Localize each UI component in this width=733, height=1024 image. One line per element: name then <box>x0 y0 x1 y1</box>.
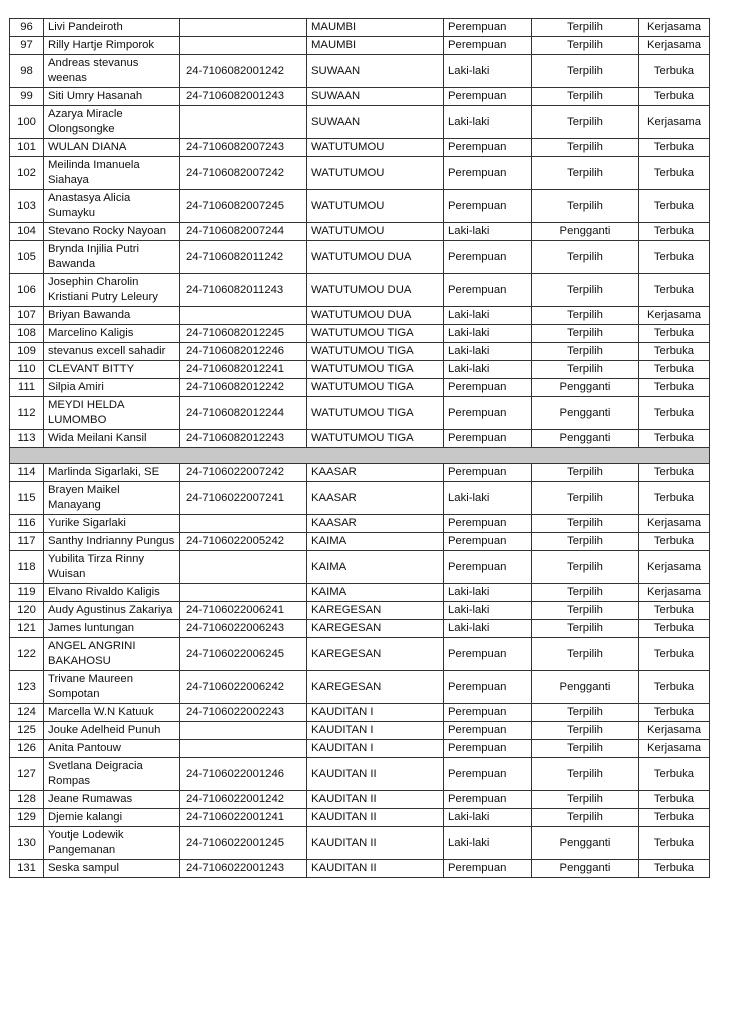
table-body <box>10 19 710 878</box>
id-number-cell <box>180 722 307 740</box>
id-number-cell: 24-7106082007242 <box>180 157 307 190</box>
status-cell: Terpilih <box>532 190 639 223</box>
status-cell: Terpilih <box>532 55 639 88</box>
category-cell: Terbuka <box>639 139 710 157</box>
village-cell: WATUTUMOU DUA <box>307 241 444 274</box>
gender-cell: Perempuan <box>444 241 532 274</box>
id-number-cell: 24-7106082012243 <box>180 430 307 448</box>
table-row <box>10 860 710 878</box>
name-cell: Brynda Injilia Putri Bawanda <box>44 241 180 274</box>
gender-cell: Perempuan <box>444 515 532 533</box>
row-number: 120 <box>10 602 44 620</box>
status-cell: Terpilih <box>532 791 639 809</box>
table-row <box>10 584 710 602</box>
name-cell: James luntungan <box>44 620 180 638</box>
status-cell: Pengganti <box>532 397 639 430</box>
category-cell: Terbuka <box>639 397 710 430</box>
row-number: 122 <box>10 638 44 671</box>
category-cell: Terbuka <box>639 343 710 361</box>
row-number: 103 <box>10 190 44 223</box>
table-row <box>10 88 710 106</box>
name-cell: stevanus excell sahadir <box>44 343 180 361</box>
table-row <box>10 343 710 361</box>
row-number: 108 <box>10 325 44 343</box>
table-row <box>10 758 710 791</box>
name-cell: ANGEL ANGRINI BAKAHOSU <box>44 638 180 671</box>
category-cell: Kerjasama <box>639 19 710 37</box>
gender-cell: Laki-laki <box>444 827 532 860</box>
row-number: 127 <box>10 758 44 791</box>
gender-cell: Laki-laki <box>444 343 532 361</box>
status-cell: Terpilih <box>532 361 639 379</box>
category-cell: Kerjasama <box>639 722 710 740</box>
row-number: 99 <box>10 88 44 106</box>
table-row <box>10 740 710 758</box>
village-cell: KAREGESAN <box>307 620 444 638</box>
gender-cell: Perempuan <box>444 379 532 397</box>
row-number: 118 <box>10 551 44 584</box>
id-number-cell <box>180 19 307 37</box>
category-cell: Terbuka <box>639 379 710 397</box>
status-cell: Terpilih <box>532 37 639 55</box>
category-cell: Kerjasama <box>639 37 710 55</box>
row-number: 131 <box>10 860 44 878</box>
status-cell: Terpilih <box>532 325 639 343</box>
category-cell: Terbuka <box>639 241 710 274</box>
category-cell: Terbuka <box>639 223 710 241</box>
gender-cell: Perempuan <box>444 638 532 671</box>
row-number: 97 <box>10 37 44 55</box>
gender-cell: Perempuan <box>444 19 532 37</box>
village-cell: KAASAR <box>307 464 444 482</box>
row-number: 129 <box>10 809 44 827</box>
status-cell: Pengganti <box>532 827 639 860</box>
id-number-cell <box>180 740 307 758</box>
village-cell: KAUDITAN II <box>307 758 444 791</box>
table-row <box>10 274 710 307</box>
gender-cell: Laki-laki <box>444 809 532 827</box>
village-cell: WATUTUMOU TIGA <box>307 361 444 379</box>
status-cell: Terpilih <box>532 274 639 307</box>
status-cell: Terpilih <box>532 307 639 325</box>
category-cell: Kerjasama <box>639 307 710 325</box>
id-number-cell: 24-7106082007244 <box>180 223 307 241</box>
status-cell: Terpilih <box>532 584 639 602</box>
gender-cell: Perempuan <box>444 139 532 157</box>
table-row <box>10 722 710 740</box>
row-number: 114 <box>10 464 44 482</box>
table-row <box>10 397 710 430</box>
gender-cell: Laki-laki <box>444 307 532 325</box>
village-cell: KAREGESAN <box>307 602 444 620</box>
id-number-cell <box>180 515 307 533</box>
status-cell: Pengganti <box>532 223 639 241</box>
name-cell: Rilly Hartje Rimporok <box>44 37 180 55</box>
status-cell: Terpilih <box>532 343 639 361</box>
row-number: 106 <box>10 274 44 307</box>
village-cell: KAUDITAN II <box>307 860 444 878</box>
category-cell: Terbuka <box>639 827 710 860</box>
id-number-cell: 24-7106022006242 <box>180 671 307 704</box>
id-number-cell: 24-7106082012244 <box>180 397 307 430</box>
category-cell: Kerjasama <box>639 740 710 758</box>
village-cell: MAUMBI <box>307 19 444 37</box>
status-cell: Terpilih <box>532 602 639 620</box>
row-number: 109 <box>10 343 44 361</box>
id-number-cell: 24-7106082011242 <box>180 241 307 274</box>
name-cell: Anastasya Alicia Sumayku <box>44 190 180 223</box>
id-number-cell: 24-7106022001241 <box>180 809 307 827</box>
name-cell: Trivane Maureen Sompotan <box>44 671 180 704</box>
id-number-cell: 24-7106082001243 <box>180 88 307 106</box>
id-number-cell: 24-7106082001242 <box>180 55 307 88</box>
category-cell: Terbuka <box>639 430 710 448</box>
row-number: 126 <box>10 740 44 758</box>
table-row <box>10 307 710 325</box>
village-cell: SUWAAN <box>307 88 444 106</box>
category-cell: Terbuka <box>639 361 710 379</box>
name-cell: Santhy Indrianny Pungus <box>44 533 180 551</box>
id-number-cell: 24-7106022006243 <box>180 620 307 638</box>
gender-cell: Perempuan <box>444 740 532 758</box>
id-number-cell: 24-7106022002243 <box>180 704 307 722</box>
id-number-cell: 24-7106082012246 <box>180 343 307 361</box>
village-cell: WATUTUMOU TIGA <box>307 325 444 343</box>
id-number-cell <box>180 37 307 55</box>
gender-cell: Perempuan <box>444 397 532 430</box>
category-cell: Terbuka <box>639 758 710 791</box>
gender-cell: Perempuan <box>444 791 532 809</box>
category-cell: Terbuka <box>639 671 710 704</box>
gender-cell: Perempuan <box>444 274 532 307</box>
status-cell: Terpilih <box>532 740 639 758</box>
id-number-cell: 24-7106022005242 <box>180 533 307 551</box>
village-cell: WATUTUMOU TIGA <box>307 430 444 448</box>
status-cell: Terpilih <box>532 758 639 791</box>
row-number: 116 <box>10 515 44 533</box>
row-number: 112 <box>10 397 44 430</box>
table-row <box>10 482 710 515</box>
id-number-cell: 24-7106082011243 <box>180 274 307 307</box>
row-number: 125 <box>10 722 44 740</box>
table-row <box>10 638 710 671</box>
category-cell: Terbuka <box>639 620 710 638</box>
gender-cell: Perempuan <box>444 671 532 704</box>
row-number: 130 <box>10 827 44 860</box>
name-cell: Silpia Amiri <box>44 379 180 397</box>
name-cell: Azarya Miracle Olongsongke <box>44 106 180 139</box>
table-row <box>10 464 710 482</box>
village-cell: WATUTUMOU TIGA <box>307 343 444 361</box>
row-number: 113 <box>10 430 44 448</box>
gender-cell: Perempuan <box>444 551 532 584</box>
status-cell: Terpilih <box>532 704 639 722</box>
id-number-cell: 24-7106022006241 <box>180 602 307 620</box>
table-row <box>10 55 710 88</box>
category-cell: Terbuka <box>639 325 710 343</box>
row-number: 98 <box>10 55 44 88</box>
table-row <box>10 157 710 190</box>
gender-cell: Laki-laki <box>444 482 532 515</box>
category-cell: Terbuka <box>639 157 710 190</box>
name-cell: Yubilita Tirza Rinny Wuisan <box>44 551 180 584</box>
name-cell: Josephin Charolin Kristiani Putry Leleury <box>44 274 180 307</box>
id-number-cell: 24-7106082012245 <box>180 325 307 343</box>
village-cell: SUWAAN <box>307 55 444 88</box>
row-number: 107 <box>10 307 44 325</box>
row-number: 119 <box>10 584 44 602</box>
name-cell: Audy Agustinus Zakariya <box>44 602 180 620</box>
row-number: 128 <box>10 791 44 809</box>
name-cell: Youtje Lodewik Pangemanan <box>44 827 180 860</box>
gender-cell: Laki-laki <box>444 223 532 241</box>
category-cell: Terbuka <box>639 809 710 827</box>
gender-cell: Laki-laki <box>444 602 532 620</box>
id-number-cell: 24-7106082012242 <box>180 379 307 397</box>
gender-cell: Perempuan <box>444 860 532 878</box>
id-number-cell <box>180 106 307 139</box>
name-cell: Marcella W.N Katuuk <box>44 704 180 722</box>
name-cell: Seska sampul <box>44 860 180 878</box>
table-row <box>10 551 710 584</box>
gender-cell: Laki-laki <box>444 325 532 343</box>
name-cell: MEYDI HELDA LUMOMBO <box>44 397 180 430</box>
category-cell: Terbuka <box>639 704 710 722</box>
section-divider <box>10 448 710 464</box>
row-number: 111 <box>10 379 44 397</box>
gender-cell: Laki-laki <box>444 361 532 379</box>
table-row <box>10 325 710 343</box>
row-number: 100 <box>10 106 44 139</box>
row-number: 123 <box>10 671 44 704</box>
name-cell: Jeane Rumawas <box>44 791 180 809</box>
name-cell: CLEVANT BITTY <box>44 361 180 379</box>
name-cell: Jouke Adelheid Punuh <box>44 722 180 740</box>
status-cell: Pengganti <box>532 430 639 448</box>
status-cell: Terpilih <box>532 620 639 638</box>
status-cell: Terpilih <box>532 533 639 551</box>
status-cell: Pengganti <box>532 671 639 704</box>
name-cell: Yurike Sigarlaki <box>44 515 180 533</box>
gender-cell: Laki-laki <box>444 620 532 638</box>
village-cell: WATUTUMOU <box>307 190 444 223</box>
table-row <box>10 37 710 55</box>
table-row <box>10 533 710 551</box>
table-row <box>10 827 710 860</box>
row-number: 110 <box>10 361 44 379</box>
gender-cell: Laki-laki <box>444 584 532 602</box>
status-cell: Terpilih <box>532 515 639 533</box>
status-cell: Terpilih <box>532 809 639 827</box>
village-cell: SUWAAN <box>307 106 444 139</box>
status-cell: Terpilih <box>532 551 639 584</box>
status-cell: Terpilih <box>532 722 639 740</box>
name-cell: Anita Pantouw <box>44 740 180 758</box>
status-cell: Terpilih <box>532 482 639 515</box>
table-row <box>10 106 710 139</box>
section-divider-cell <box>10 448 710 464</box>
village-cell: KAIMA <box>307 584 444 602</box>
village-cell: WATUTUMOU DUA <box>307 307 444 325</box>
village-cell: KAASAR <box>307 515 444 533</box>
name-cell: Elvano Rivaldo Kaligis <box>44 584 180 602</box>
table-row <box>10 430 710 448</box>
row-number: 124 <box>10 704 44 722</box>
name-cell: Stevano Rocky Nayoan <box>44 223 180 241</box>
village-cell: WATUTUMOU TIGA <box>307 379 444 397</box>
category-cell: Terbuka <box>639 860 710 878</box>
id-number-cell <box>180 584 307 602</box>
status-cell: Terpilih <box>532 157 639 190</box>
category-cell: Kerjasama <box>639 106 710 139</box>
name-cell: WULAN DIANA <box>44 139 180 157</box>
gender-cell: Perempuan <box>444 37 532 55</box>
category-cell: Terbuka <box>639 274 710 307</box>
gender-cell: Perempuan <box>444 190 532 223</box>
id-number-cell: 24-7106022001243 <box>180 860 307 878</box>
status-cell: Terpilih <box>532 19 639 37</box>
category-cell: Terbuka <box>639 791 710 809</box>
status-cell: Pengganti <box>532 860 639 878</box>
name-cell: Siti Umry Hasanah <box>44 88 180 106</box>
table-row <box>10 809 710 827</box>
gender-cell: Perempuan <box>444 722 532 740</box>
table-row <box>10 791 710 809</box>
name-cell: Briyan Bawanda <box>44 307 180 325</box>
village-cell: WATUTUMOU <box>307 157 444 190</box>
village-cell: KAREGESAN <box>307 671 444 704</box>
category-cell: Terbuka <box>639 602 710 620</box>
village-cell: KAUDITAN I <box>307 704 444 722</box>
village-cell: KAIMA <box>307 551 444 584</box>
id-number-cell <box>180 551 307 584</box>
village-cell: MAUMBI <box>307 37 444 55</box>
table-row <box>10 241 710 274</box>
name-cell: Marcelino Kaligis <box>44 325 180 343</box>
table-row <box>10 139 710 157</box>
name-cell: Meilinda Imanuela Siahaya <box>44 157 180 190</box>
village-cell: KAUDITAN II <box>307 809 444 827</box>
table-row <box>10 602 710 620</box>
status-cell: Terpilih <box>532 88 639 106</box>
table-row <box>10 19 710 37</box>
village-cell: WATUTUMOU <box>307 223 444 241</box>
village-cell: KAUDITAN II <box>307 827 444 860</box>
row-number: 117 <box>10 533 44 551</box>
category-cell: Terbuka <box>639 88 710 106</box>
id-number-cell: 24-7106022001246 <box>180 758 307 791</box>
village-cell: WATUTUMOU <box>307 139 444 157</box>
gender-cell: Laki-laki <box>444 55 532 88</box>
id-number-cell: 24-7106022006245 <box>180 638 307 671</box>
row-number: 96 <box>10 19 44 37</box>
name-cell: Brayen Maikel Manayang <box>44 482 180 515</box>
name-cell: Wida Meilani Kansil <box>44 430 180 448</box>
gender-cell: Perempuan <box>444 430 532 448</box>
table-row <box>10 704 710 722</box>
gender-cell: Laki-laki <box>444 106 532 139</box>
village-cell: KAIMA <box>307 533 444 551</box>
id-number-cell: 24-7106082007243 <box>180 139 307 157</box>
name-cell: Andreas stevanus weenas <box>44 55 180 88</box>
table-row <box>10 190 710 223</box>
id-number-cell: 24-7106082012241 <box>180 361 307 379</box>
row-number: 105 <box>10 241 44 274</box>
name-cell: Marlinda Sigarlaki, SE <box>44 464 180 482</box>
table-row <box>10 515 710 533</box>
category-cell: Terbuka <box>639 55 710 88</box>
status-cell: Terpilih <box>532 139 639 157</box>
id-number-cell: 24-7106022001245 <box>180 827 307 860</box>
table-row <box>10 620 710 638</box>
gender-cell: Perempuan <box>444 704 532 722</box>
participants-table <box>9 18 710 878</box>
village-cell: KAREGESAN <box>307 638 444 671</box>
village-cell: WATUTUMOU TIGA <box>307 397 444 430</box>
row-number: 121 <box>10 620 44 638</box>
gender-cell: Perempuan <box>444 157 532 190</box>
id-number-cell: 24-7106022007242 <box>180 464 307 482</box>
name-cell: Djemie kalangi <box>44 809 180 827</box>
row-number: 102 <box>10 157 44 190</box>
name-cell: Svetlana Deigracia Rompas <box>44 758 180 791</box>
table-row <box>10 379 710 397</box>
village-cell: KAUDITAN I <box>307 722 444 740</box>
row-number: 104 <box>10 223 44 241</box>
category-cell: Terbuka <box>639 482 710 515</box>
village-cell: WATUTUMOU DUA <box>307 274 444 307</box>
status-cell: Terpilih <box>532 106 639 139</box>
id-number-cell: 24-7106082007245 <box>180 190 307 223</box>
status-cell: Terpilih <box>532 241 639 274</box>
category-cell: Kerjasama <box>639 551 710 584</box>
table-row <box>10 671 710 704</box>
village-cell: KAUDITAN I <box>307 740 444 758</box>
category-cell: Terbuka <box>639 533 710 551</box>
category-cell: Terbuka <box>639 464 710 482</box>
id-number-cell <box>180 307 307 325</box>
gender-cell: Perempuan <box>444 533 532 551</box>
gender-cell: Perempuan <box>444 88 532 106</box>
row-number: 115 <box>10 482 44 515</box>
category-cell: Terbuka <box>639 638 710 671</box>
status-cell: Pengganti <box>532 379 639 397</box>
category-cell: Kerjasama <box>639 584 710 602</box>
category-cell: Kerjasama <box>639 515 710 533</box>
status-cell: Terpilih <box>532 464 639 482</box>
village-cell: KAUDITAN II <box>307 791 444 809</box>
id-number-cell: 24-7106022007241 <box>180 482 307 515</box>
category-cell: Terbuka <box>639 190 710 223</box>
village-cell: KAASAR <box>307 482 444 515</box>
gender-cell: Perempuan <box>444 464 532 482</box>
row-number: 101 <box>10 139 44 157</box>
name-cell: Livi Pandeiroth <box>44 19 180 37</box>
status-cell: Terpilih <box>532 638 639 671</box>
table-row <box>10 361 710 379</box>
gender-cell: Perempuan <box>444 758 532 791</box>
table-row <box>10 223 710 241</box>
id-number-cell: 24-7106022001242 <box>180 791 307 809</box>
